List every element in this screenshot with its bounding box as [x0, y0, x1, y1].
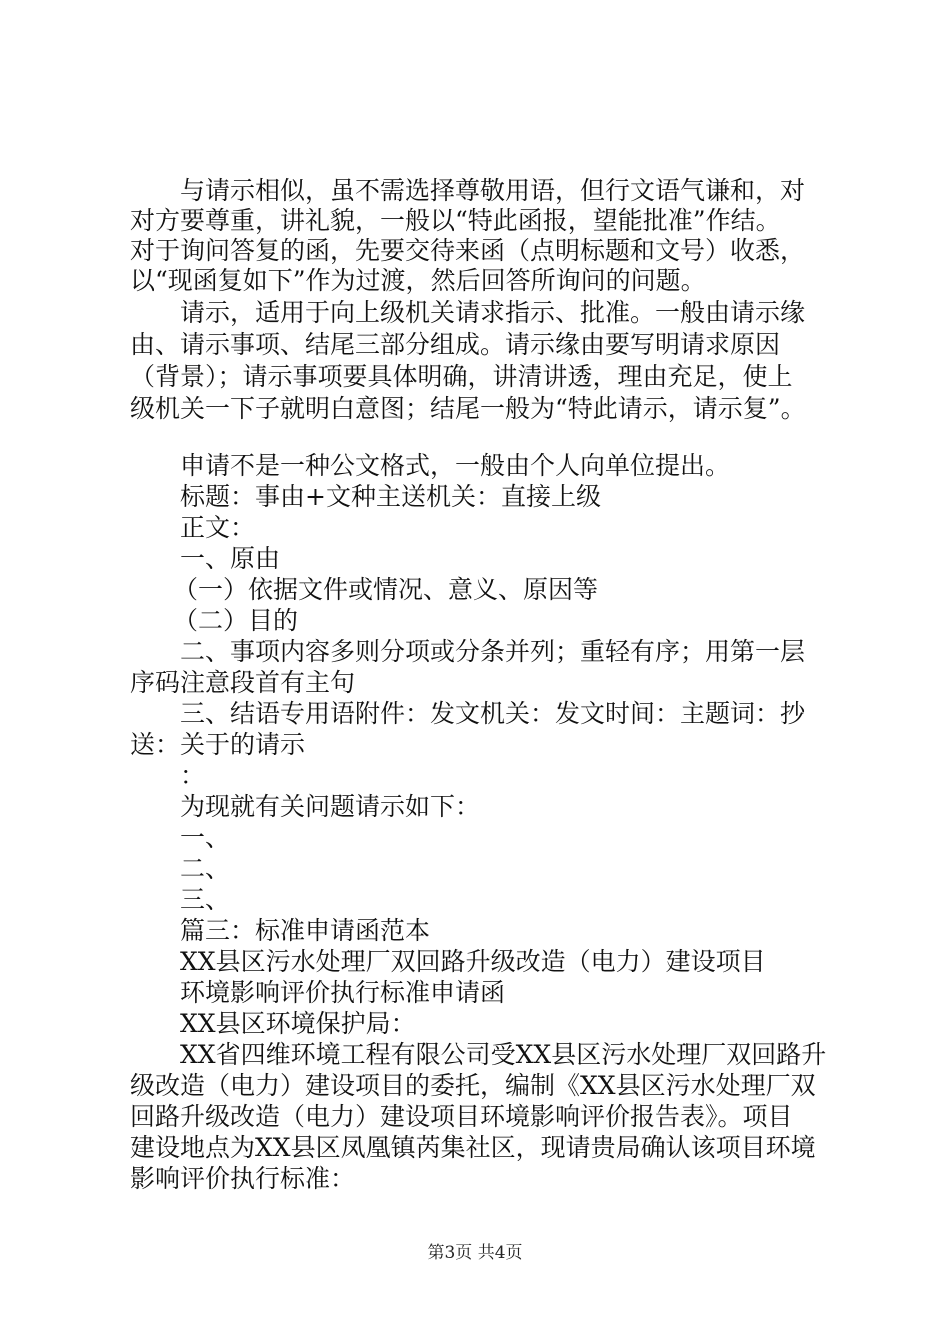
text-line: 影响评价执行标准：: [130, 1164, 356, 1193]
text-line: 一、原由: [180, 544, 281, 573]
text-line: 对于询问答复的函，先要交待来函（点明标题和文号）收悉，: [130, 236, 806, 265]
text-line: 级改造（电力）建设项目的委托，编制《XX县区污水处理厂双: [130, 1071, 816, 1100]
text-line: 建设地点为XX县区凤凰镇芮集社区，现请贵局确认该项目环境: [130, 1133, 816, 1162]
text-line: 请示，适用于向上级机关请求指示、批准。一般由请示缘: [180, 298, 806, 327]
text-line: 三、结语专用语附件：发文机关：发文时间：主题词：抄: [180, 699, 806, 728]
text-line: 标题：事由+文种主送机关：直接上级: [180, 482, 601, 511]
text-line: （二）目的: [173, 606, 299, 635]
text-line: （一）依据文件或情况、意义、原因等: [173, 575, 599, 604]
text-line: 篇三：标准申请函范本: [180, 916, 431, 945]
text-line: 级机关一下子就明白意图；结尾一般为“特此请示，请示复”。: [130, 394, 806, 423]
text-line: 送：关于的请示: [130, 730, 306, 759]
text-line: 正文：: [180, 513, 256, 542]
text-line: 对方要尊重，讲礼貌，一般以“特此函报，望能批准”作结。: [130, 206, 781, 235]
text-line: 与请示相似，虽不需选择尊敬用语，但行文语气谦和，对: [180, 176, 806, 205]
page-number-footer: 第3页 共4页: [427, 1243, 523, 1263]
text-line: XX省四维环境工程有限公司受XX县区污水处理厂双回路升: [180, 1040, 827, 1069]
text-line: 环境影响评价执行标准申请函: [180, 978, 506, 1007]
text-line: XX县区环境保护局：: [180, 1009, 416, 1038]
text-line: 二、: [180, 854, 231, 883]
text-line: 序码注意段首有主句: [130, 668, 356, 697]
text-line: 二、事项内容多则分项或分条并列；重轻有序；用第一层: [180, 637, 806, 666]
text-line: 申请不是一种公文格式，一般由个人向单位提出。: [180, 451, 731, 480]
text-line: （背景）；请示事项要具体明确，讲清讲透，理由充足，使上: [130, 362, 793, 391]
text-line: 以“现函复如下”作为过渡，然后回答所询问的问题。: [130, 266, 706, 295]
text-line: ：: [180, 761, 206, 790]
text-line: 为现就有关问题请示如下：: [180, 792, 481, 821]
text-line: 一、: [180, 823, 231, 852]
text-line: XX县区污水处理厂双回路升级改造（电力）建设项目: [180, 947, 766, 976]
text-line: 由、请示事项、结尾三部分组成。请示缘由要写明请求原因: [130, 330, 781, 359]
text-line: 回路升级改造（电力）建设项目环境影响评价报告表》。项目: [130, 1102, 793, 1131]
text-line: 三、: [180, 885, 231, 914]
